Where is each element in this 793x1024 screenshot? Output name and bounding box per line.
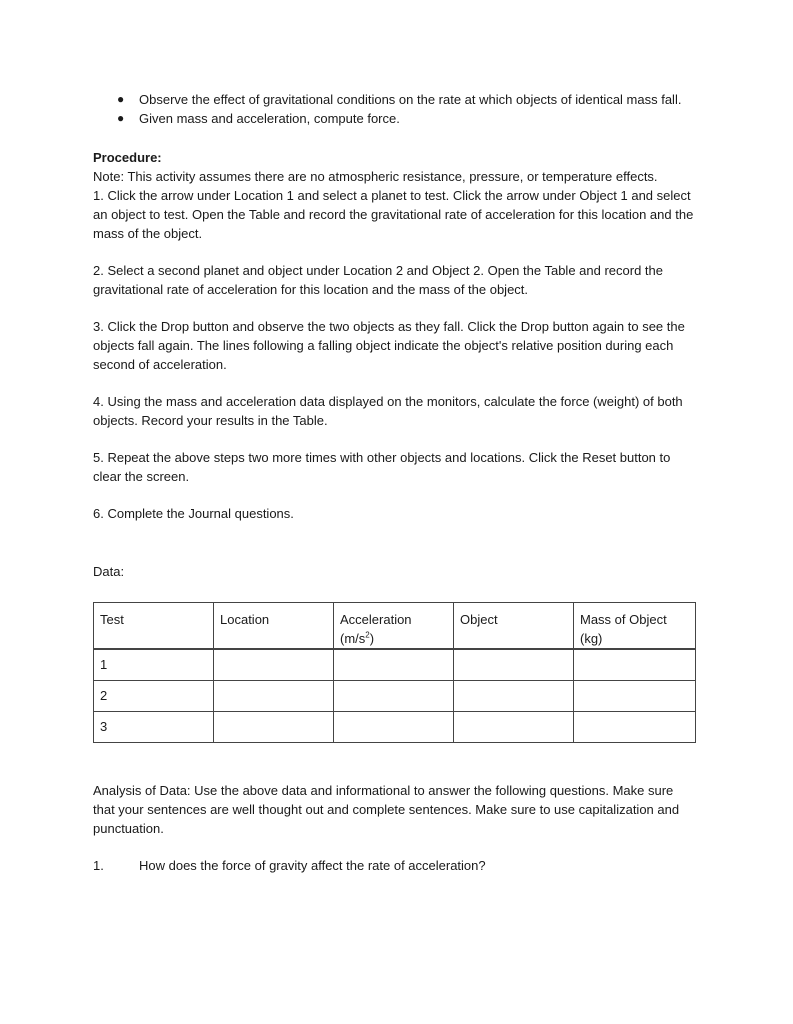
- table-row: [94, 711, 696, 742]
- bullet-icon: ●: [117, 111, 125, 125]
- table-row: [94, 649, 696, 680]
- header-mass: Mass of Object (kg): [574, 603, 696, 650]
- question-number: 1.: [93, 857, 104, 873]
- cell-test: 3: [94, 711, 214, 742]
- cell-mass[interactable]: [574, 680, 696, 711]
- procedure-step: 6. Complete the Journal questions.: [93, 506, 294, 521]
- header-object: Object: [454, 603, 574, 650]
- procedure-step: 2. Select a second planet and object under Location 2 and Object 2. Open the Table and record the gravitational rate of acceleration for this location and the mass of the object.: [93, 263, 663, 297]
- data-table: [93, 602, 696, 743]
- table-row: [94, 680, 696, 711]
- objective-text: Observe the effect of gravitational conditions on the rate at which objects of identical mass fall.: [139, 92, 682, 107]
- question-item: [93, 856, 698, 875]
- cell-acceleration[interactable]: [334, 711, 454, 742]
- cell-location[interactable]: [214, 680, 334, 711]
- header-acceleration: Acceleration $(m/s^2)$: [334, 603, 454, 650]
- worksheet-page: [93, 90, 698, 875]
- procedure-step: 1. Click the arrow under Location 1 and select a planet to test. Click the arrow under Object 1 and select an object to test. Open the Table and record the gravitational rate of acceleration for this location and the mass of the object.: [93, 188, 694, 241]
- objective-item: [93, 90, 698, 109]
- procedure-step: 5. Repeat the above steps two more times with other objects and locations. Click the Reset button to clear the screen.: [93, 450, 671, 484]
- cell-acceleration[interactable]: [334, 649, 454, 680]
- header-test: Test: [94, 603, 214, 650]
- objective-item: [93, 109, 698, 128]
- cell-location[interactable]: [214, 711, 334, 742]
- cell-object[interactable]: [454, 649, 574, 680]
- cell-location[interactable]: [214, 649, 334, 680]
- objective-text: Given mass and acceleration, compute force.: [139, 111, 400, 126]
- cell-object[interactable]: [454, 680, 574, 711]
- procedure-note: Note: This activity assumes there are no atmospheric resistance, pressure, or temperature effects.: [93, 169, 658, 184]
- cell-mass[interactable]: [574, 649, 696, 680]
- cell-test: 2: [94, 680, 214, 711]
- data-label: Data:: [93, 564, 125, 579]
- cell-mass[interactable]: [574, 711, 696, 742]
- cell-test: 1: [94, 649, 214, 680]
- objectives-list: [93, 90, 698, 128]
- question-text: How does the force of gravity affect the rate of acceleration?: [139, 857, 486, 873]
- bullet-icon: ●: [117, 92, 125, 106]
- cell-object[interactable]: [454, 711, 574, 742]
- cell-acceleration[interactable]: [334, 680, 454, 711]
- table-header-row: [94, 603, 696, 650]
- header-location: Location: [214, 603, 334, 650]
- procedure-step: 4. Using the mass and acceleration data displayed on the monitors, calculate the force (weight) of both objects. Record your results in the Table.: [93, 394, 683, 428]
- procedure-step: 3. Click the Drop button and observe the two objects as they fall. Click the Drop button again to see the objects fall again. The lines following a falling object indicate the object's relative position during each second of acceleration.: [93, 319, 685, 372]
- analysis-intro: Analysis of Data: Use the above data and informational to answer the following questions. Make sure that your sentences are well thought out and complete sentences. Make sure to use capitalization and punctuation.: [93, 782, 680, 836]
- procedure-heading: Procedure:: [93, 150, 162, 165]
